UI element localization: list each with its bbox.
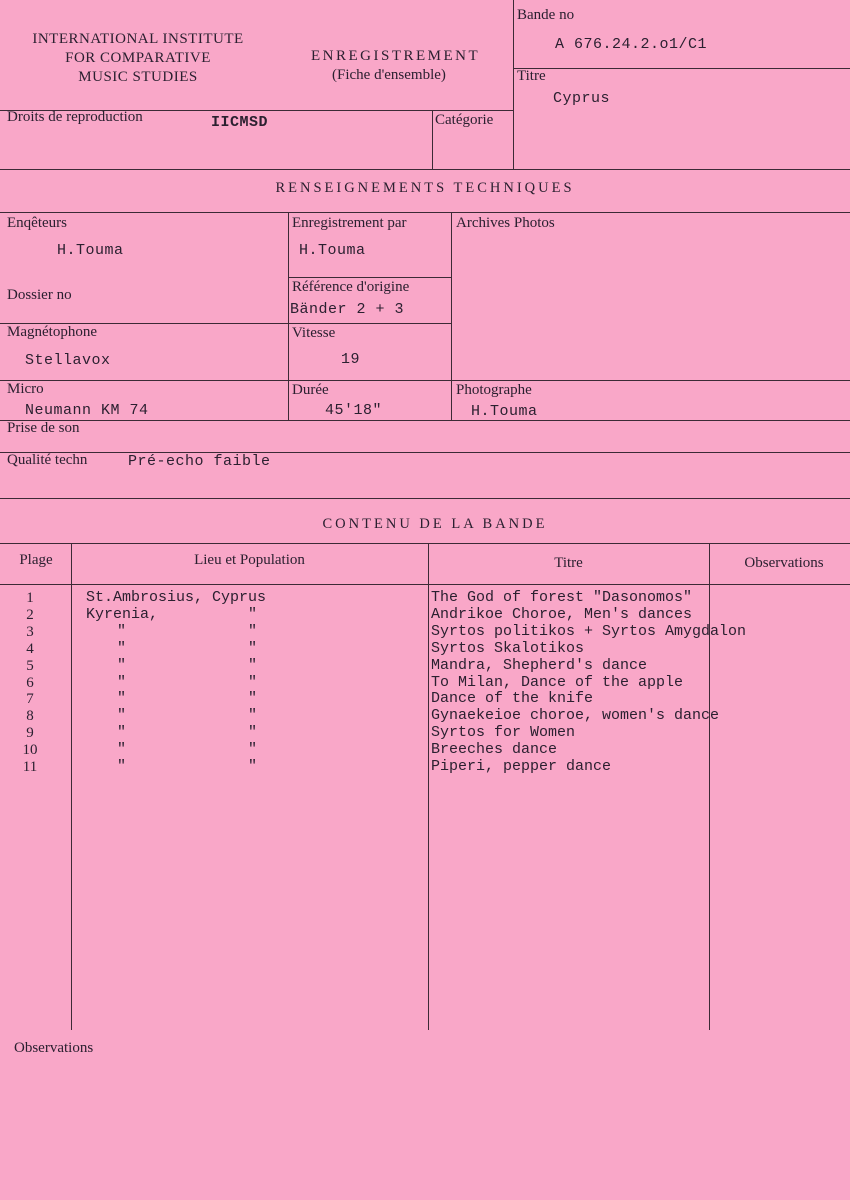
lieu-column [86,590,306,776]
droits-label: Droits de reproduction [7,109,143,125]
rule-bande-left [513,0,514,170]
photographe-label: Photographe [456,382,532,398]
table-row-plage: 10 [22,742,38,759]
rule-micro-bottom [0,420,850,421]
enregistrement-value: H.Touma [299,242,366,259]
duree-value: 45'18" [325,402,383,419]
table-row-titre: Dance of the knife [431,690,594,708]
reference-value: Bänder 2 + 3 [290,301,405,318]
rule-tech-col1 [288,212,289,420]
table-row-plage: 2 [26,606,34,623]
rule-table-top [0,543,850,544]
institute-line-3: MUSIC STUDIES [78,69,198,85]
table-row-lieu: " [117,673,127,691]
table-row-titre: Syrtos for Women [431,724,576,742]
bande-value: A 676.24.2.o1/C1 [555,36,708,53]
micro-value: Neumann KM 74 [25,402,149,419]
enregistrement-label: Enregistrement par [292,215,407,231]
header-plage: Plage [19,552,53,568]
form-subtitle: (Fiche d'ensemble) [332,67,446,83]
titre-value: Cyprus [553,90,611,107]
table-row-lieu: St.Ambrosius, Cyprus [86,589,267,606]
institute-line-2: FOR COMPARATIVE [65,50,211,66]
micro-label: Micro [7,381,44,397]
table-row-ditto: " [248,605,258,623]
tech-section-title: RENSEIGNEMENTS TECHNIQUES [275,180,575,196]
bande-label: Bande no [517,7,575,23]
institute-line-1: INTERNATIONAL INSTITUTE [32,31,244,47]
table-row-lieu: " [117,724,127,742]
rule-bande-bottom [514,68,850,69]
header-observations: Observations [744,555,824,571]
vitesse-label: Vitesse [292,325,336,341]
table-row-lieu: " [117,741,127,759]
table-row-titre: Piperi, pepper dance [431,758,612,776]
table-row-titre: The God of forest "Dasonomos" [431,589,693,606]
rule-qualite-bottom [0,498,850,499]
droits-value: IICMSD [211,114,269,131]
table-row-ditto: " [248,758,258,776]
table-row-ditto: " [248,741,258,759]
institute-name [0,30,276,87]
rule-enreg-bottom [288,277,451,278]
rule-table-col2 [428,543,429,1030]
table-row-plage: 5 [26,657,34,674]
magnetophone-value: Stellavox [25,352,111,369]
table-row-lieu: " [117,656,127,674]
table-row-titre: Syrtos politikos + Syrtos Amygdalon [431,622,747,640]
categorie-label: Catégorie [435,112,494,128]
table-row-lieu: Kyrenia, [86,605,159,623]
table-row-plage: 7 [26,691,34,708]
table-row-plage: 9 [26,725,34,742]
rule-categorie-left [432,110,433,170]
header-titre: Titre [554,555,583,571]
table-row-plage: 11 [22,759,38,776]
dossier-label: Dossier no [7,287,72,303]
table-row-plage: 4 [26,640,34,657]
titre-label: Titre [517,68,546,84]
enqueteurs-label: Enqêteurs [7,215,67,231]
table-row-ditto: " [248,622,258,640]
ditto-column [248,590,268,776]
table-row-plage: 3 [26,623,34,640]
form-title: ENREGISTREMENT [311,48,481,64]
table-row-titre: Syrtos Skalotikos [431,639,585,657]
table-row-plage: 1 [26,590,34,606]
table-row-titre: Mandra, Shepherd's dance [431,656,648,674]
qualite-label: Qualité techn [7,452,88,468]
table-row-titre: Breeches dance [431,741,558,759]
table-row-lieu: " [117,758,127,776]
header-lieu: Lieu et Population [194,552,305,568]
table-row-lieu: " [117,690,127,708]
magnetophone-label: Magnétophone [7,324,97,340]
rule-table-header-bottom [0,584,850,585]
table-row-titre: Andrikoe Choroe, Men's dances [431,605,693,623]
table-row-ditto: " [248,656,258,674]
reference-label: Référence d'origine [292,279,410,295]
rule-magneto-bottom [0,380,850,381]
rule-tech-title-bottom [0,212,850,213]
archives-label: Archives Photos [456,215,555,231]
table-row-titre: Gynaekeioe choroe, women's dance [431,707,720,725]
table-row-plage: 8 [26,708,34,725]
photographe-value: H.Touma [471,403,538,420]
enqueteurs-value: H.Touma [57,242,124,259]
table-row-lieu: " [117,707,127,725]
table-row-plage: 6 [26,674,34,691]
table-row-ditto: " [248,724,258,742]
plage-column [0,590,60,776]
table-row-ditto: " [248,673,258,691]
table-row-ditto: " [248,707,258,725]
duree-label: Durée [292,382,329,398]
observations-label: Observations [14,1040,94,1056]
table-row-lieu: " [117,639,127,657]
contents-section-title: CONTENU DE LA BANDE [322,516,548,532]
qualite-value: Pré-echo faible [128,453,271,470]
table-row-titre: To Milan, Dance of the apple [431,673,684,691]
table-row-ditto: " [248,690,258,708]
titre-column [431,590,841,776]
rule-droits-bottom [0,169,850,170]
table-row-ditto: " [248,639,258,657]
prise-label: Prise de son [7,420,80,436]
vitesse-value: 19 [341,351,361,368]
table-row-ditto [248,590,268,607]
table-row-lieu: " [117,622,127,640]
rule-table-col1 [71,543,72,1030]
rule-tech-col2 [451,212,452,420]
